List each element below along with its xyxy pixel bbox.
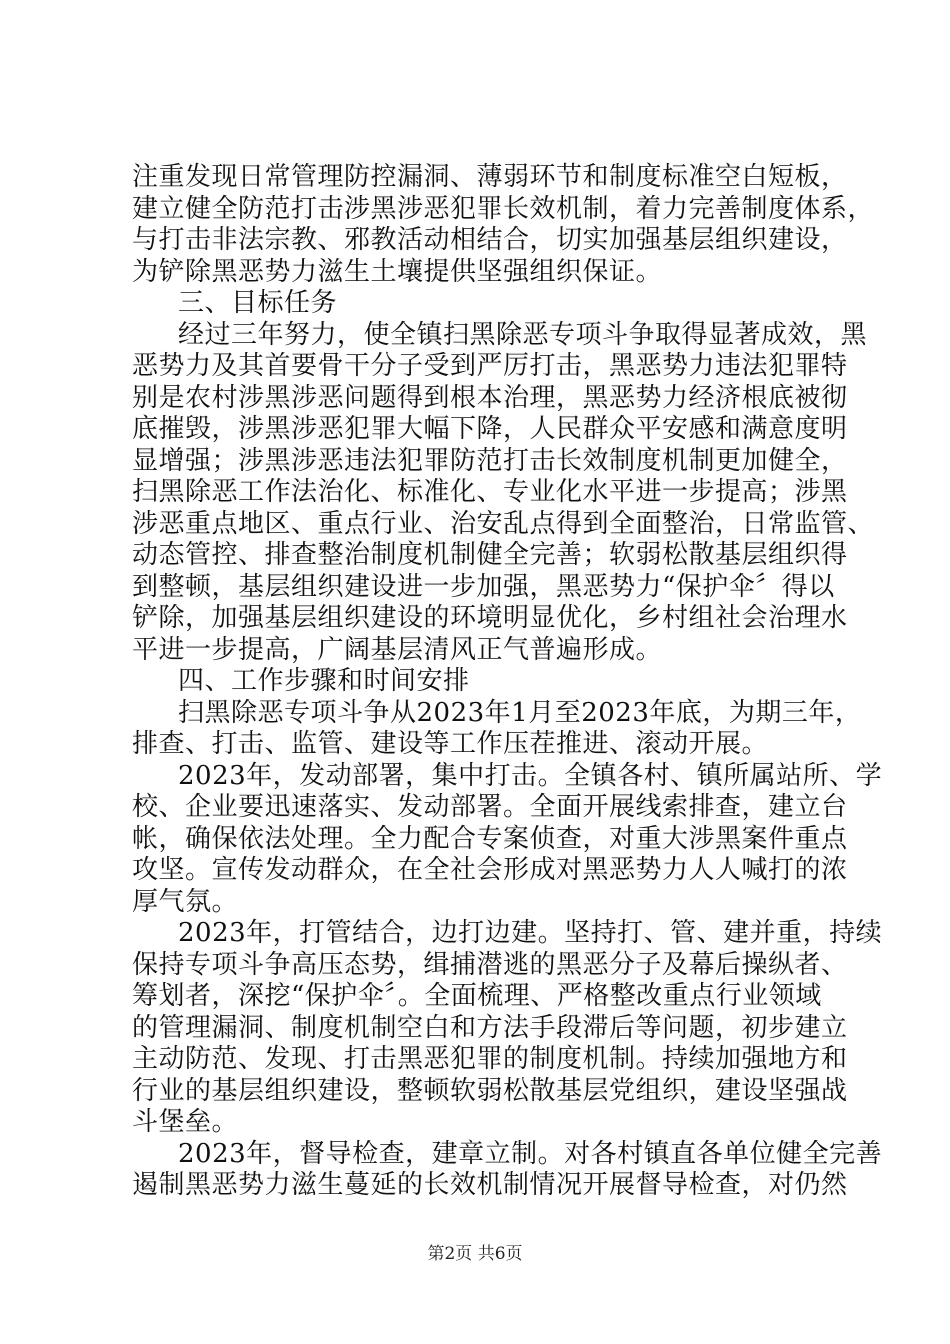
body-line: 帐，确保依法处理。全力配合专案侦查，对重大涉黑案件重点 [132, 823, 848, 854]
body-line: 攻坚。宣传发动群众，在全社会形成对黑恶势力人人喊打的浓 [132, 855, 848, 885]
document-body [132, 162, 883, 1202]
body-line: 的管理漏洞、制度机制空白和方法手段滞后等问题，初步建立 [132, 1012, 848, 1043]
section-heading: 四、工作步骤和时间安排 [178, 666, 470, 696]
body-line: 注重发现日常管理防控漏洞、薄弱环节和制度标准空白短板， [132, 162, 848, 192]
body-line: 筹划者，深挖“保护伞〞。全面梳理、严格整改重点行业领域 [132, 981, 822, 1011]
body-line: 斗堡垒。 [132, 1107, 239, 1137]
body-line: 铲除，加强基层组织建设的环境明显优化，乡村组社会治理水 [132, 603, 848, 633]
body-line: 平进一步提高，广阔基层清风正气普遍形成。 [132, 634, 663, 665]
paragraph-first-line: 2023年，打管结合，边打边建。坚持打、管、建并重，持续 [178, 918, 883, 948]
body-line: 厚气氛。 [132, 886, 239, 917]
body-line: 底摧毁，涉黑涉恶犯罪大幅下降，人民群众平安感和满意度明 [132, 414, 848, 444]
paragraph-first-line: 扫黑除恶专项斗争从2023年1月至2023年底，为期三年， [178, 697, 862, 728]
body-line: 主动防范、发现、打击黑恶犯罪的制度机制。持续加强地方和 [132, 1044, 848, 1074]
body-line: 恶势力及其首要骨干分子受到严厉打击，黑恶势力违法犯罪特 [132, 351, 848, 381]
body-line: 扫黑除恶工作法治化、标准化、专业化水平进一步提高；涉黑 [132, 477, 848, 507]
paragraph-first-line: 2023年，发动部署，集中打击。全镇各村、镇所属站所、学 [178, 760, 883, 791]
body-line: 保持专项斗争高压态势，缉捕潜逃的黑恶分子及幕后操纵者、 [132, 949, 848, 980]
section-heading: 三、目标任务 [178, 288, 338, 318]
body-line: 到整顿，基层组织建设进一步加强，黑恶势力“保护伞〞得以 [132, 571, 835, 602]
body-line: 行业的基层组织建设，整顿软弱松散基层党组织，建设坚强战 [132, 1075, 848, 1106]
body-line: 建立健全防范打击涉黑涉恶犯罪长效机制，着力完善制度体系， [132, 193, 875, 224]
paragraph-first-line: 2023年，督导检查，建章立制。对各村镇直各单位健全完善 [178, 1138, 883, 1169]
body-line: 涉恶重点地区、重点行业、治安乱点得到全面整治，日常监管、 [132, 508, 875, 539]
body-line: 排查、打击、监管、建设等工作压茬推进、滚动开展。 [132, 729, 769, 759]
body-line: 与打击非法宗教、邪教活动相结合，切实加强基层组织建设， [132, 225, 848, 255]
page-number-footer: 第2页 共6页 [427, 1244, 523, 1264]
body-line: 显增强；涉黑涉恶违法犯罪防范打击长效制度机制更加健全， [132, 445, 848, 476]
body-line: 遏制黑恶势力滋生蔓延的长效机制情况开展督导检查，对仍然 [132, 1170, 848, 1200]
paragraph-first-line: 经过三年努力，使全镇扫黑除恶专项斗争取得显著成效，黑 [178, 319, 868, 350]
body-line: 校、企业要迅速落实、发动部署。全面开展线索排查，建立台 [132, 792, 848, 822]
body-line: 为铲除黑恶势力滋生土壤提供坚强组织保证。 [132, 256, 663, 287]
body-line: 动态管控、排查整治制度机制健全完善；软弱松散基层组织得 [132, 540, 848, 570]
body-line: 别是农村涉黑涉恶问题得到根本治理，黑恶势力经济根底被彻 [132, 382, 848, 413]
